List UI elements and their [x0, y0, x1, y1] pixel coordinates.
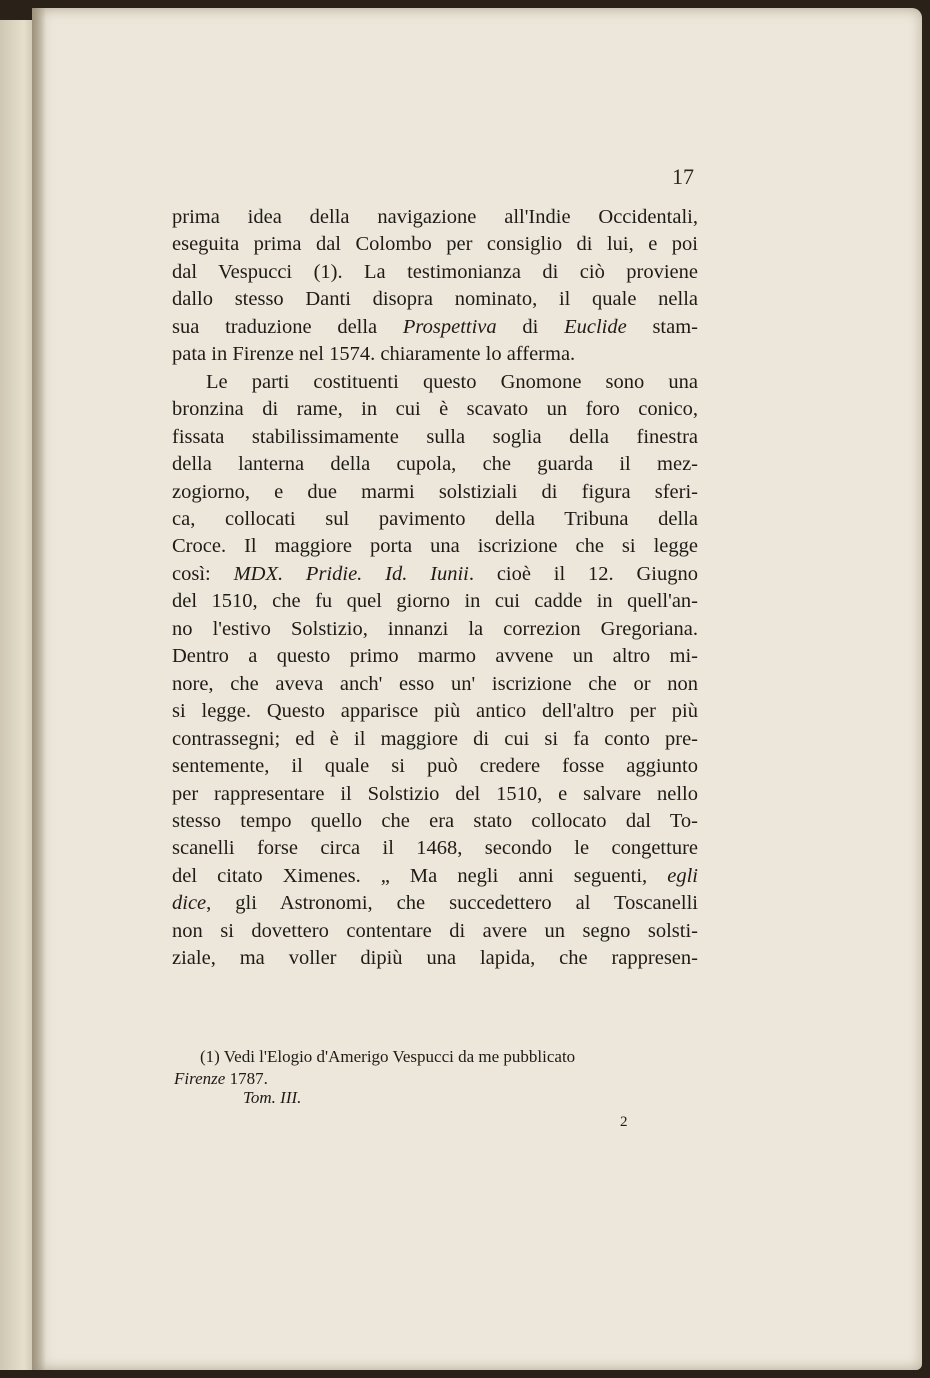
text-line: dallo stesso Danti disopra nominato, il quale nella [172, 288, 698, 311]
text-line: Le parti costituenti questo Gnomone sono una [206, 370, 698, 393]
footnote-line [174, 1068, 698, 1090]
footnote [174, 1046, 698, 1090]
text-line: no l'estivo Solstizio, innanzi la correzion Gregoriana. [172, 617, 698, 640]
text-run: del citato Ximenes. „ Ma negli anni seguenti, [172, 864, 668, 887]
text-line: pata in Firenze nel 1574. chiaramente lo afferma. [172, 343, 576, 366]
italic-title: Euclide [564, 315, 627, 338]
text-line: non si dovettero contentare di avere un segno solsti- [172, 919, 698, 942]
text-line: contrassegni; ed è il maggiore di cui si fa conto pre- [172, 727, 698, 750]
text-line [172, 561, 698, 588]
text-run: così: [172, 562, 234, 585]
text-line: per rappresentare il Solstizio del 1510, e salvare nello [172, 782, 698, 805]
text-line: stesso tempo quello che era stato collocato dal To- [172, 809, 698, 832]
text-line: si legge. Questo apparisce più antico dell'altro per più [172, 700, 698, 723]
text-line: fissata stabilissimamente sulla soglia della finestra [172, 425, 698, 448]
italic-run: egli [667, 864, 698, 887]
text-line: nore, che aveva anch' esso un' iscrizione che or non [172, 672, 698, 695]
text-line: zogiorno, e due marmi solstiziali di figura sferi- [172, 480, 698, 503]
text-run: , gli Astronomi, che succedettero al Toscanelli [206, 892, 698, 915]
text-run: . cioè il 12. Giugno [468, 562, 698, 585]
footnote-line: (1) Vedi l'Elogio d'Amerigo Vespucci da me pubblicato [200, 1047, 576, 1066]
text-line: scanelli forse circa il 1468, secondo le congetture [172, 837, 698, 860]
italic-place: Firenze [174, 1069, 226, 1088]
text-line: del 1510, che fu quel giorno in cui cadde in quell'an- [172, 590, 698, 613]
page-gutter-shadow [32, 8, 46, 1370]
text-line: sentemente, il quale si può credere fosse aggiunto [172, 755, 698, 778]
text-line [172, 890, 698, 917]
text-line: Croce. Il maggiore porta una iscrizione che si legge [172, 535, 698, 558]
text-run: stam- [626, 315, 699, 338]
signature-number: 2 [620, 1114, 628, 1130]
text-line [172, 314, 698, 341]
text-line: ca, collocati sul pavimento della Tribuna della [172, 507, 698, 530]
text-run: di [496, 315, 565, 338]
text-line: eseguita prima dal Colombo per consiglio di lui, e poi [172, 233, 698, 256]
signature-mark: Tom. III. [243, 1088, 302, 1107]
body-text [172, 204, 698, 973]
italic-inscription: MDX. Pridie. Id. Iunii [233, 562, 469, 585]
page-number: 17 [672, 164, 694, 189]
text-line: della lanterna della cupola, che guarda il mez- [172, 453, 698, 476]
italic-title: Prospettiva [402, 315, 497, 338]
text-line [172, 863, 698, 890]
text-line: bronzina di rame, in cui è scavato un foro conico, [172, 398, 698, 421]
italic-run: dice [172, 892, 207, 915]
text-run: sua traduzione della [172, 315, 403, 338]
text-line: prima idea della navigazione all'Indie Occidentali, [172, 206, 698, 228]
text-line: dal Vespucci (1). La testimonianza di ciò proviene [172, 260, 698, 283]
text-line: Dentro a questo primo marmo avvene un altro mi- [172, 645, 698, 668]
text-run: 1787. [225, 1069, 268, 1088]
text-line: ziale, ma voller dipiù una lapida, che rappresen- [172, 947, 698, 970]
